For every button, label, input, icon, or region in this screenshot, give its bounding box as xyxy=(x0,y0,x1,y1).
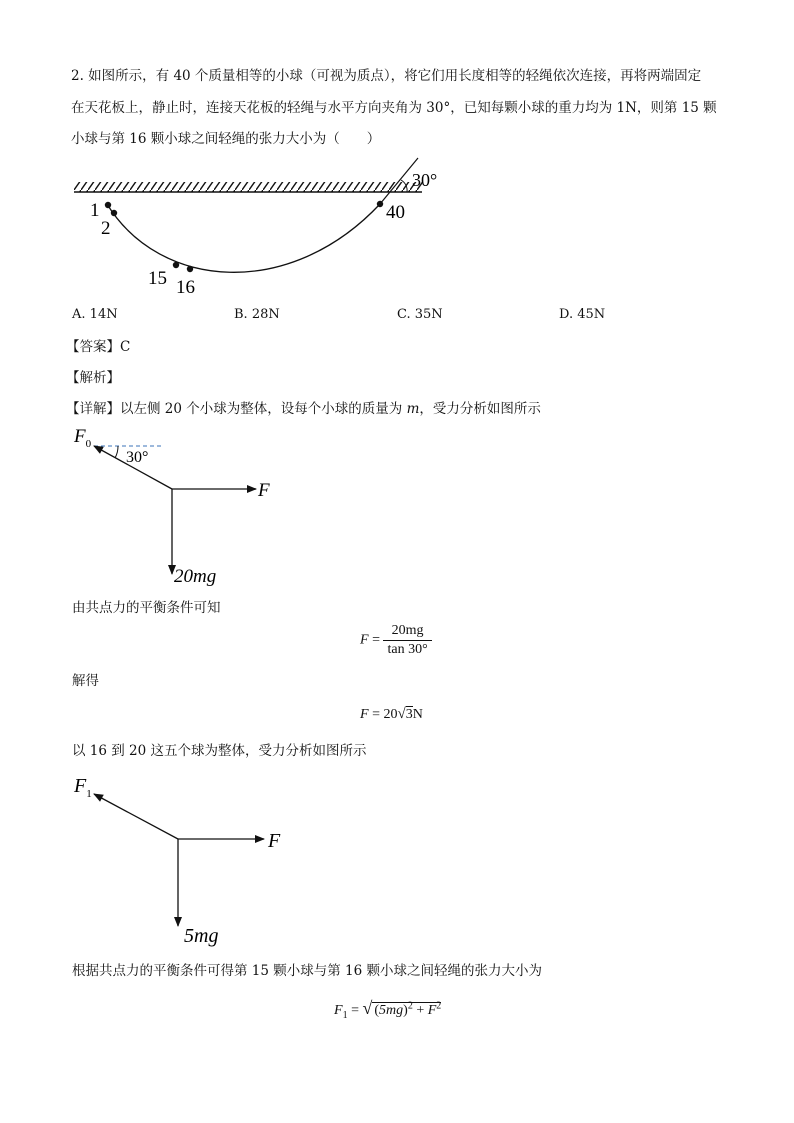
option-d[interactable]: D. 45N xyxy=(559,307,606,322)
label-ball-1: 1 xyxy=(90,200,100,221)
ball-15 xyxy=(173,262,179,268)
solve-line: 解得 xyxy=(72,673,99,689)
angle-arc-30 xyxy=(115,446,118,458)
ball-40 xyxy=(377,201,383,207)
option-a[interactable]: A. 14N xyxy=(72,307,118,322)
label-ball-40: 40 xyxy=(386,202,405,223)
question-line-2: 在天花板上，静止时，连接天花板的轻绳与水平方向夹角为 30°，已知每颗小球的重力均为 1N，则第 15 颗 xyxy=(71,100,717,116)
force-f1-arrow xyxy=(94,794,178,839)
equation-3: $F_1$ = √ $(5mg)^2 + F^2$ xyxy=(334,998,442,1021)
chain-curve xyxy=(107,204,380,272)
group-line: 以 16 到 20 这五个球为整体，受力分析如图所示 xyxy=(72,743,367,759)
figure-chain-diagram xyxy=(60,150,460,300)
label-ball-16: 16 xyxy=(176,277,195,298)
question-line-3: 小球与第 16 颗小球之间轻绳的张力大小为（ ） xyxy=(71,131,381,147)
ball-2 xyxy=(111,210,117,216)
final-line: 根据共点力的平衡条件可得第 15 颗小球与第 16 颗小球之间轻绳的张力大小为 xyxy=(72,963,543,979)
angle-label: 30° xyxy=(412,170,438,190)
option-b[interactable]: B. 28N xyxy=(234,307,280,322)
equation-1: F = $\frac{20mg}{\tan 30^\circ}$ xyxy=(360,623,432,658)
figure-force-diagram-5 xyxy=(60,766,300,951)
figure-force-diagram-20 xyxy=(60,420,300,590)
equation-2: F = 20√3N xyxy=(360,706,423,722)
label-f0: $F_0$ xyxy=(74,426,92,450)
label-ball-2: 2 xyxy=(101,218,111,239)
analysis-tag: 【解析】 xyxy=(66,370,120,386)
detail-line: 【详解】以左侧 20 个小球为整体，设每个小球的质量为 m，受力分析如图所示 xyxy=(66,401,541,417)
label-20mg: 20mg xyxy=(174,566,217,587)
label-f1: $F_1$ xyxy=(74,775,92,800)
answer-line: 【答案】C xyxy=(66,339,131,355)
balance-line: 由共点力的平衡条件可知 xyxy=(72,600,221,616)
label-f: F xyxy=(268,830,281,852)
label-5mg: 5mg xyxy=(184,925,219,947)
question-line-1: 2. 如图所示，有 40 个质量相等的小球（可视为质点），将它们用长度相等的轻绳依次连接，再将两端固定 xyxy=(71,68,702,84)
label-ball-15: 15 xyxy=(148,268,167,289)
ceiling-hatch xyxy=(74,182,422,192)
label-f: F xyxy=(258,480,270,501)
ball-16 xyxy=(187,266,193,272)
label-angle-30: 30° xyxy=(126,449,149,466)
ball-1 xyxy=(105,202,111,208)
option-c[interactable]: C. 35N xyxy=(397,307,443,322)
